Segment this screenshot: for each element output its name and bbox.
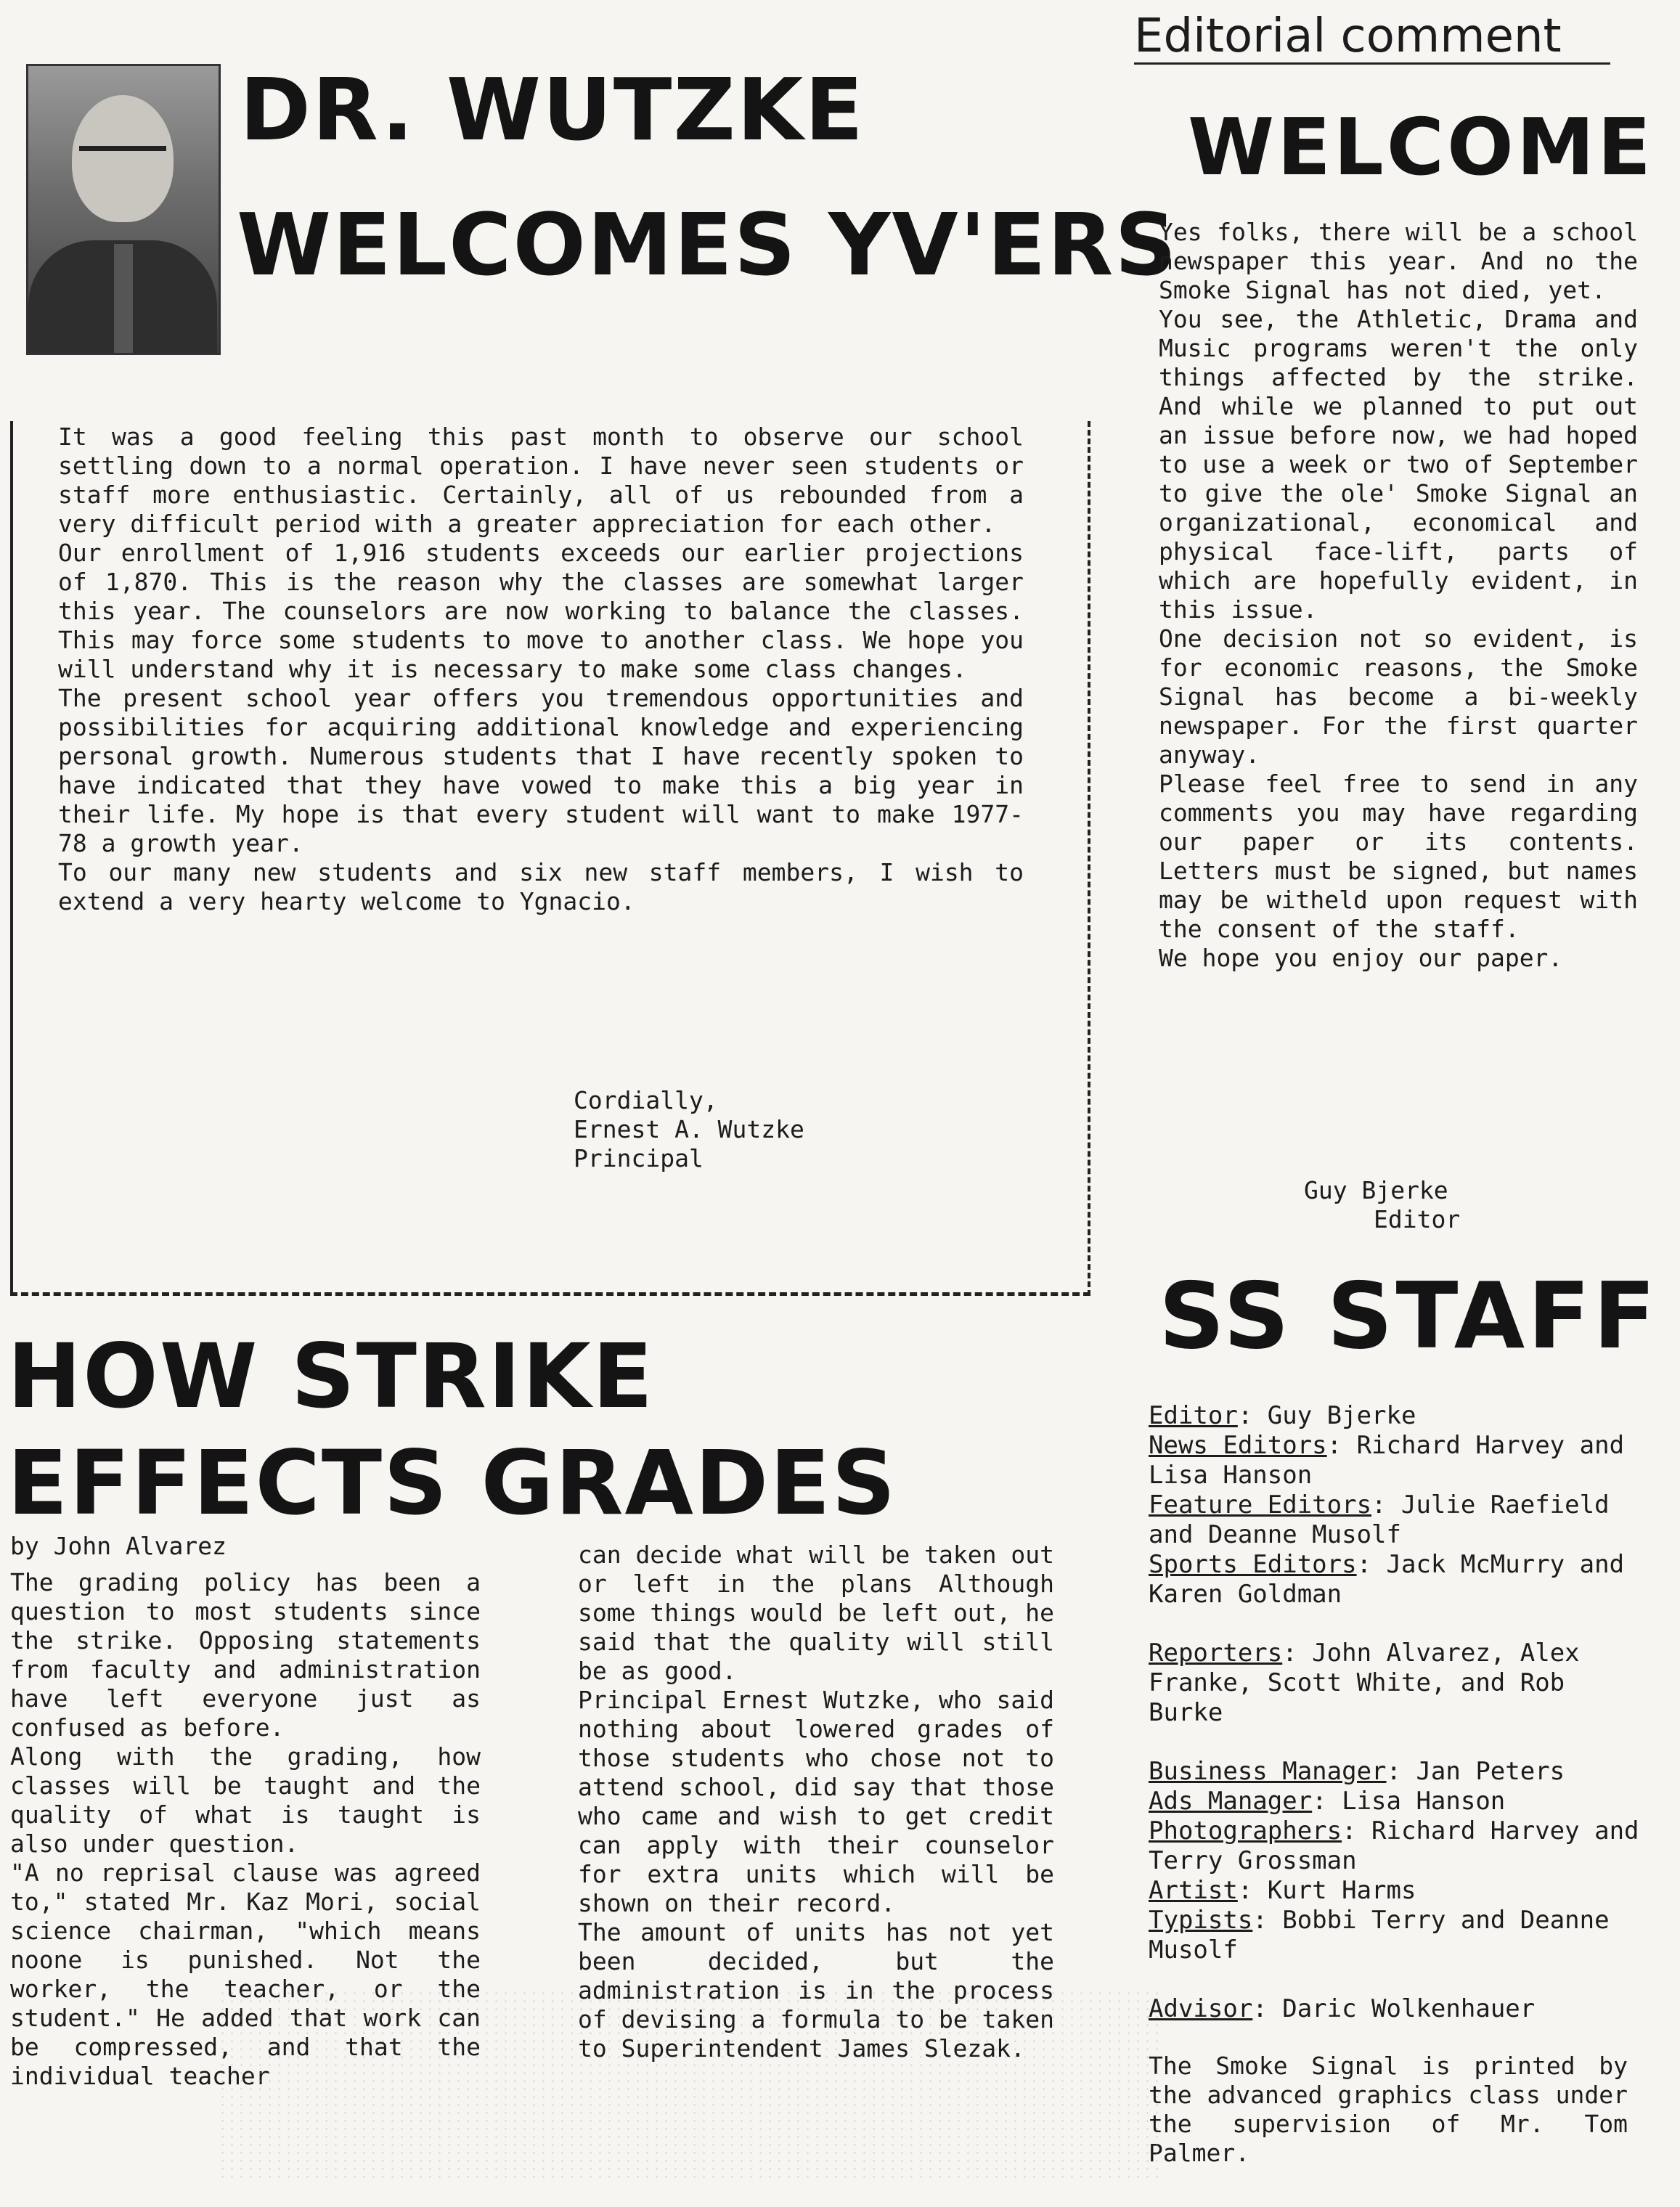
letter-signer: Ernest A. Wutzke bbox=[574, 1115, 804, 1143]
strike-column-1: The grading policy has been a question to most students since the strike. Opposing statements from faculty and administration have left everyone just as confused as before. Along with the grading, how classes will be taught and the quality of what is taught is also under question. "A no reprisal clause was agreed to," stated Mr. Kaz Mori, social science chairman, "which means noone is punished. Not the worker, the teacher, or the student." He added that work can be compressed, and that the individual teacher bbox=[10, 1568, 481, 2090]
staff-headline: SS STAFF bbox=[1159, 1262, 1659, 1369]
principal-headline-line1: DR. WUTZKE bbox=[240, 60, 865, 160]
strike-column-2: can decide what will be taken out or left in the plans Although some things would be left out, he said that the quality will still be as good. Principal Ernest Wutzke, who said nothing about lowered grades of those students who chose not to attend school, did say that those who came and wish to get credit can apply with their counselor for extra units which will be shown on their record. The amount of units has not yet been decided, but the administration is in the process of devising a formula to be taken to Superintendent James Slezak. bbox=[578, 1541, 1054, 2063]
staff-role: Feature Editors bbox=[1149, 1490, 1372, 1519]
strike-headline-line2: EFFECTS GRADES bbox=[7, 1432, 897, 1535]
staff-entry bbox=[1149, 1757, 1650, 1787]
principal-headline-line2: WELCOMES YV'ERS bbox=[237, 195, 1178, 295]
staff-names: : Bobbi Terry and Deanne Musolf bbox=[1149, 1906, 1610, 1965]
letter-signer-title: Principal bbox=[574, 1144, 704, 1172]
staff-names: : Richard Harvey and Terry Grossman bbox=[1149, 1816, 1639, 1875]
principal-photo bbox=[26, 64, 221, 355]
letter-closing: Cordially, bbox=[574, 1086, 718, 1114]
staff-names: : Jack McMurry and Karen Goldman bbox=[1149, 1550, 1625, 1609]
staff-names: : Jan Peters bbox=[1386, 1757, 1565, 1786]
staff-role: Typists bbox=[1149, 1906, 1253, 1935]
staff-names: : Kurt Harms bbox=[1237, 1876, 1416, 1905]
editorial-signature-name: Guy Bjerke bbox=[1304, 1176, 1448, 1204]
staff-role: Artist bbox=[1149, 1876, 1238, 1905]
staff-role: Ads Manager bbox=[1149, 1787, 1313, 1816]
staff-entry bbox=[1149, 1906, 1650, 1965]
editorial-headline: WELCOME bbox=[1188, 102, 1655, 193]
staff-entry bbox=[1149, 1816, 1650, 1876]
staff-entry bbox=[1149, 1431, 1650, 1490]
principal-letter-signoff bbox=[574, 1086, 804, 1173]
staff-entry bbox=[1149, 1639, 1650, 1728]
strike-headline-line1: HOW STRIKE bbox=[7, 1325, 655, 1428]
staff-list bbox=[1149, 1401, 1650, 2024]
staff-entry bbox=[1149, 1994, 1650, 2024]
staff-footer: The Smoke Signal is printed by the advanced graphics class under the supervision of Mr. Tom Palmer. bbox=[1149, 2052, 1628, 2167]
staff-role: Business Manager bbox=[1149, 1757, 1387, 1786]
strike-byline: by John Alvarez bbox=[10, 1532, 227, 1560]
editorial-signature-title: Editor bbox=[1374, 1205, 1461, 1233]
staff-entry bbox=[1149, 1401, 1650, 1431]
print-specks bbox=[218, 1989, 1162, 2178]
staff-entry bbox=[1149, 1550, 1650, 1610]
editorial-signature bbox=[1304, 1176, 1460, 1234]
staff-names: : Lisa Hanson bbox=[1312, 1787, 1506, 1816]
staff-entry bbox=[1149, 1876, 1650, 1906]
editorial-label: Editorial comment bbox=[1134, 10, 1610, 65]
staff-entry bbox=[1149, 1490, 1650, 1550]
staff-names: : Richard Harvey and Lisa Hanson bbox=[1149, 1431, 1625, 1490]
staff-role: Photographers bbox=[1149, 1816, 1342, 1845]
staff-names: : John Alvarez, Alex Franke, Scott White, and Rob Burke bbox=[1149, 1639, 1580, 1727]
staff-role: Editor bbox=[1149, 1401, 1238, 1430]
staff-names: : Daric Wolkenhauer bbox=[1252, 1994, 1536, 2023]
staff-names: : Julie Raefield and Deanne Musolf bbox=[1149, 1490, 1610, 1549]
staff-role: Advisor bbox=[1149, 1994, 1253, 2023]
editorial-body: Yes folks, there will be a school newspaper this year. And no the Smoke Signal has not died, yet. You see, the Athletic, Drama and Music programs weren't the only things affected by the strike. And while we planned to put out an issue before now, we had hoped to use a week or two of September to give the ole' Smoke Signal an organizational, economical and physical face-lift, parts of which are hopefully evident, in this issue. One decision not so evident, is for economic reasons, the Smoke Signal has become a bi-weekly newspaper. For the first quarter anyway. Please feel free to send in any comments you may have regarding our paper or its contents. Letters must be signed, but names may be witheld upon request with the consent of the staff. We hope you enjoy our paper. bbox=[1159, 218, 1638, 972]
staff-role: News Editors bbox=[1149, 1431, 1327, 1460]
staff-entry bbox=[1149, 1787, 1650, 1816]
staff-role: Reporters bbox=[1149, 1639, 1283, 1668]
staff-names: : Guy Bjerke bbox=[1237, 1401, 1416, 1430]
staff-role: Sports Editors bbox=[1149, 1550, 1357, 1579]
principal-letter-body: It was a good feeling this past month to observe our school settling down to a normal operation. I have never seen students or staff more enthusiastic. Certainly, all of us rebounded from a very difficult period with a greater appreciation for each other. Our enrollment of 1,916 students exceeds our earlier projections of 1,870. This is the reason why the classes are somewhat larger this year. The counselors are now working to balance the classes. This may force some students to move to another class. We hope you will understand why it is necessary to make some class changes. The present school year offers you tremendous opportunities and possibilities for acquiring additional knowledge and experiencing personal growth. Numerous students that I have recently spoken to have indicated that they have vowed to make this a big year in their life. My hope is that every student will want to make 1977-78 a growth year. To our many new students and six new staff members, I wish to extend a very hearty welcome to Ygnacio. bbox=[58, 423, 1024, 915]
